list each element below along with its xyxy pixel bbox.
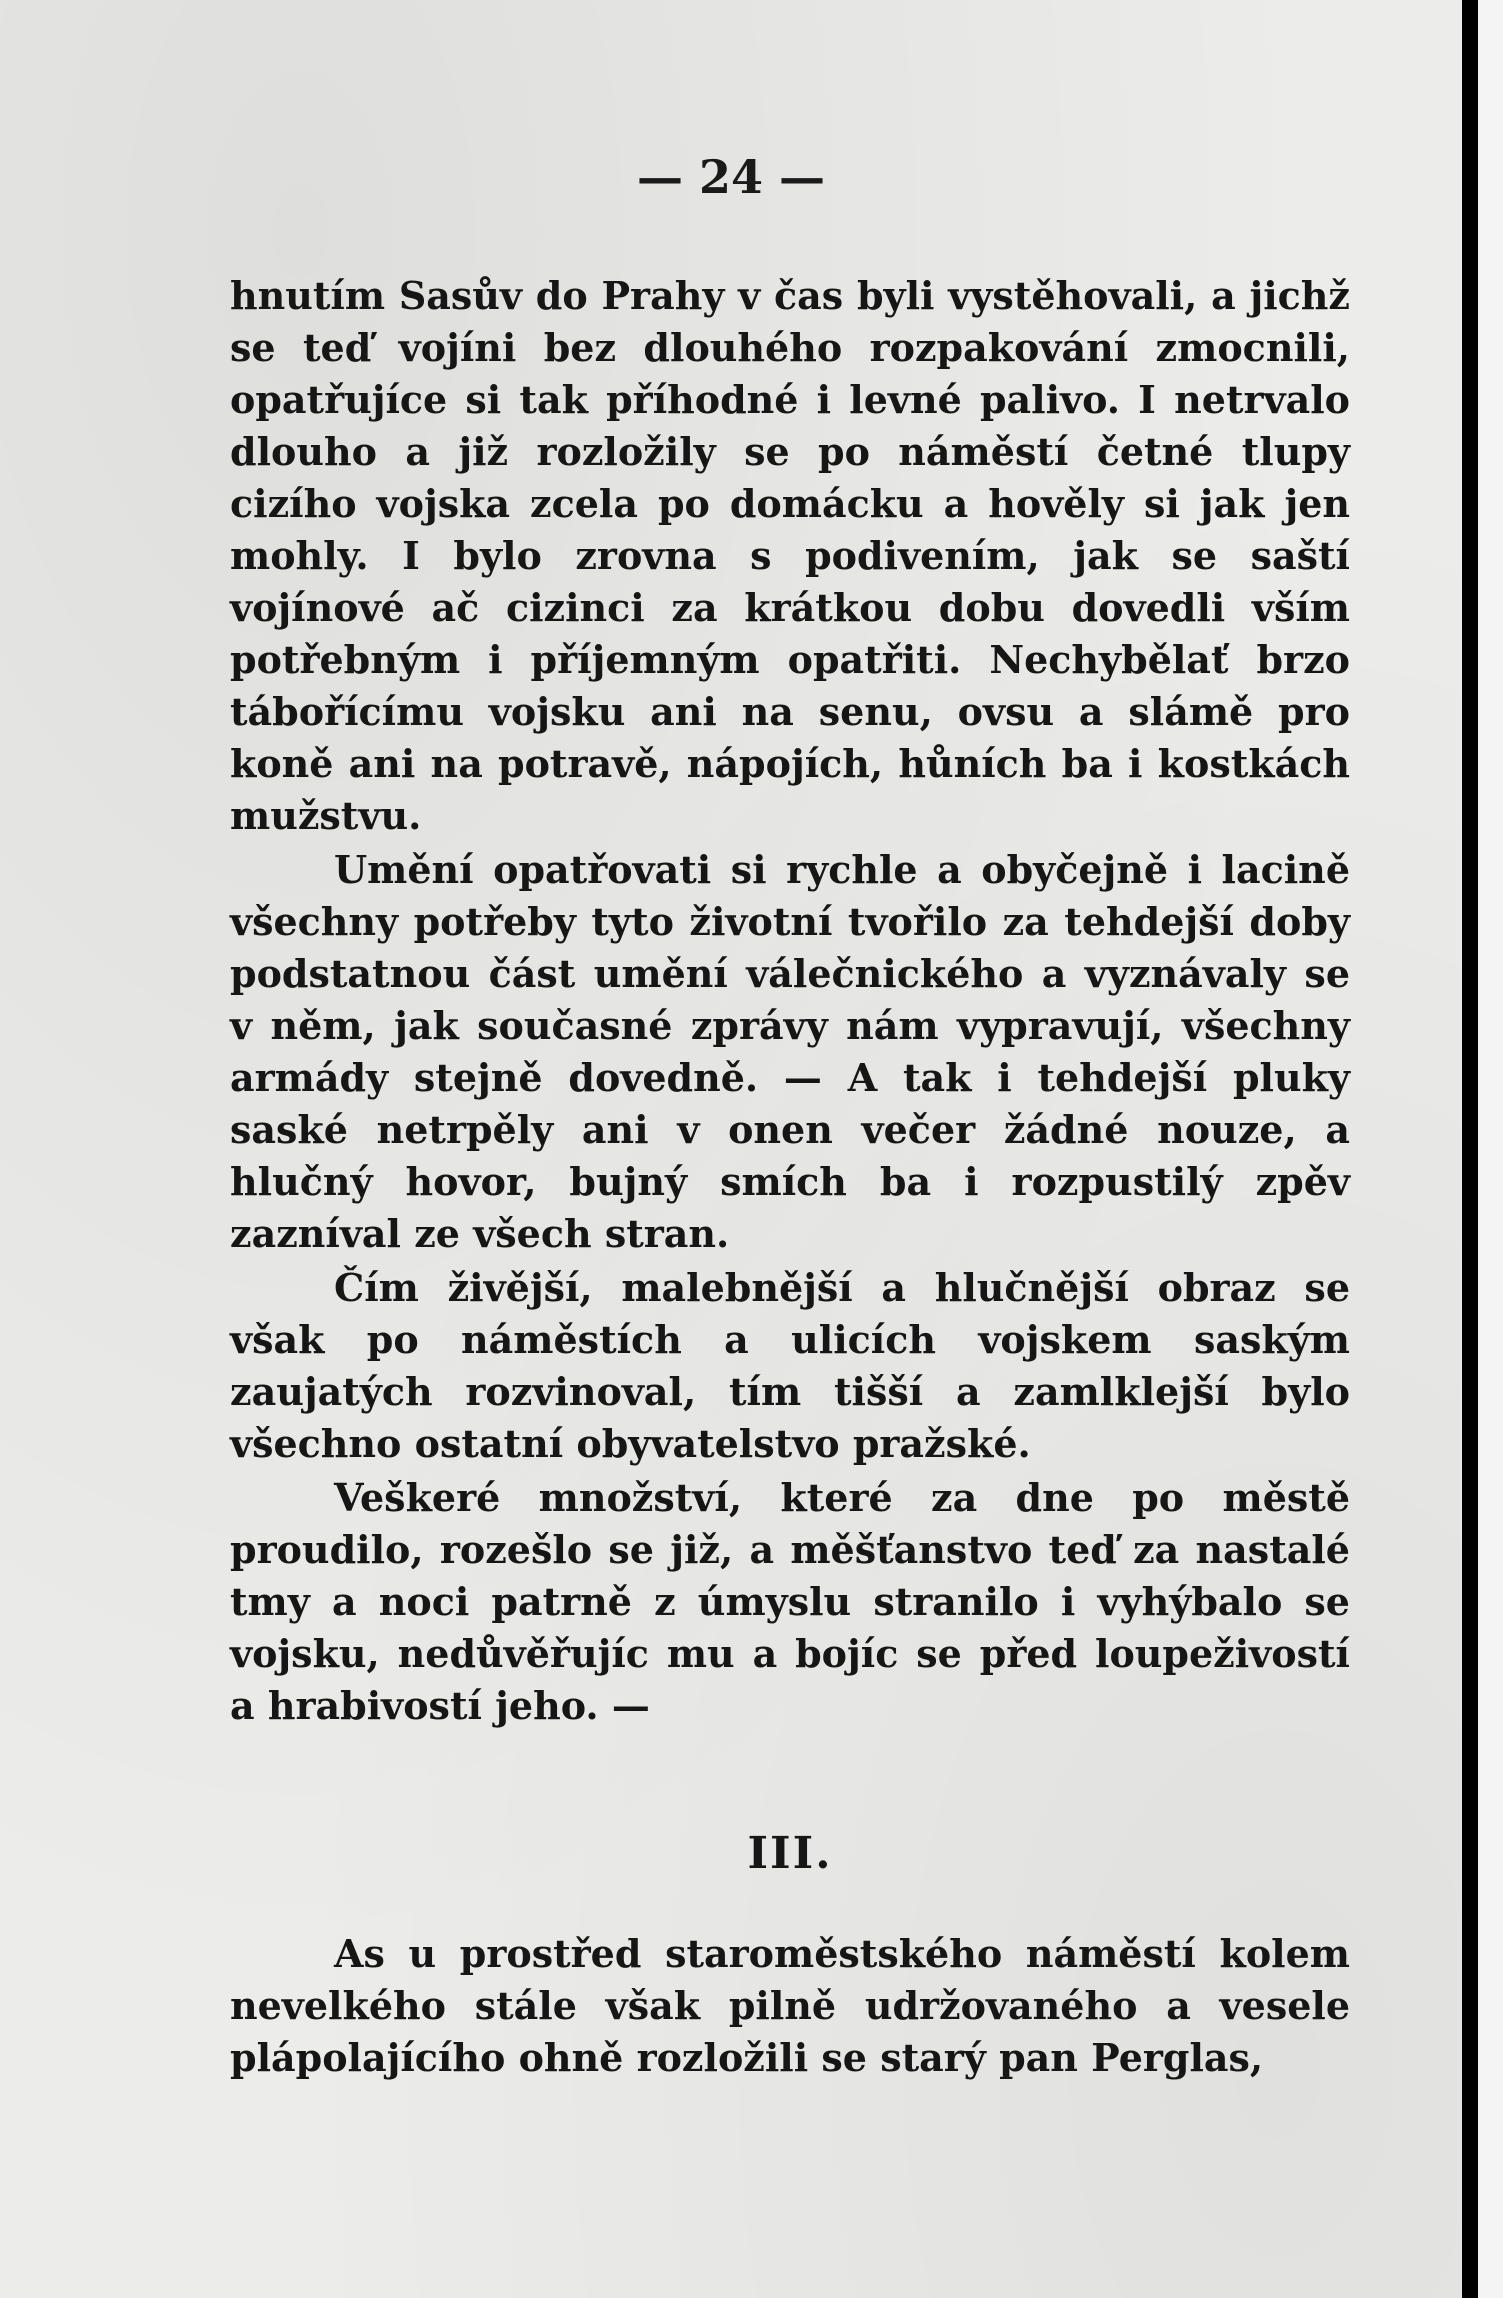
page-edge-margin (1478, 0, 1503, 2298)
page-number: — 24 — (636, 150, 826, 204)
section-paragraph: As u prostřed staroměstského náměstí kolem nevelkého stále však pilně udržovaného a vesele plápolajícího ohně rozložili se starý pan Perglas, (230, 1931, 1350, 2080)
paragraph: Veškeré množství, které za dne po městě proudilo, rozešlo se již, a měšťanstvo teď za nastalé tmy a noci patrně z úmyslu stranilo i vyhýbalo se vojsku, nedůvěřujíc mu a bojíc se před loupeživostí a hrabivostí jeho. — (230, 1475, 1350, 1728)
paragraph: hnutím Sasův do Prahy v čas byli vystěhovali, a jichž se teď vojíni bez dlouhého rozpakování zmocnili, opatřujíce si tak příhodné i levné palivo. I netrvalo dlouho a již rozložily se po náměstí četné tlupy cizího vojska zcela po domácku a hověly si jak jen mohly. I bylo zrovna s podivením, jak se saští vojínové ač cizinci za krátkou dobu dovedli vším potřebným i příjemným opatřiti. Nechybělať brzo tábořícímu vojsku ani na senu, ovsu a slámě pro koně ani na potravě, nápojích, hůních ba i kostkách mužstvu. (230, 273, 1350, 838)
paragraph: Čím živější, malebnější a hlučnější obraz se však po náměstích a ulicích vojskem saským zaujatých rozvinoval, tím tišší a zamlklejší bylo všechno ostatní obyvatelstvo pražské. (230, 1265, 1350, 1466)
body-text (230, 270, 1350, 2086)
paragraph: Umění opatřovati si rychle a obyčejně i lacině všechny potřeby tyto životní tvořilo za tehdejší doby podstatnou část umění válečnického a vyznávaly se v něm, jak současné zprávy nám vypravují, všechny armády stejně dovedně. — A tak i tehdejší pluky saské netrpěly ani v onen večer žádné nouze, a hlučný hovor, bujný smích ba i rozpustilý zpěv zazníval ze všech stran. (230, 847, 1350, 1256)
section-heading: III. (747, 1828, 833, 1879)
page-edge-shadow (1462, 0, 1478, 2298)
